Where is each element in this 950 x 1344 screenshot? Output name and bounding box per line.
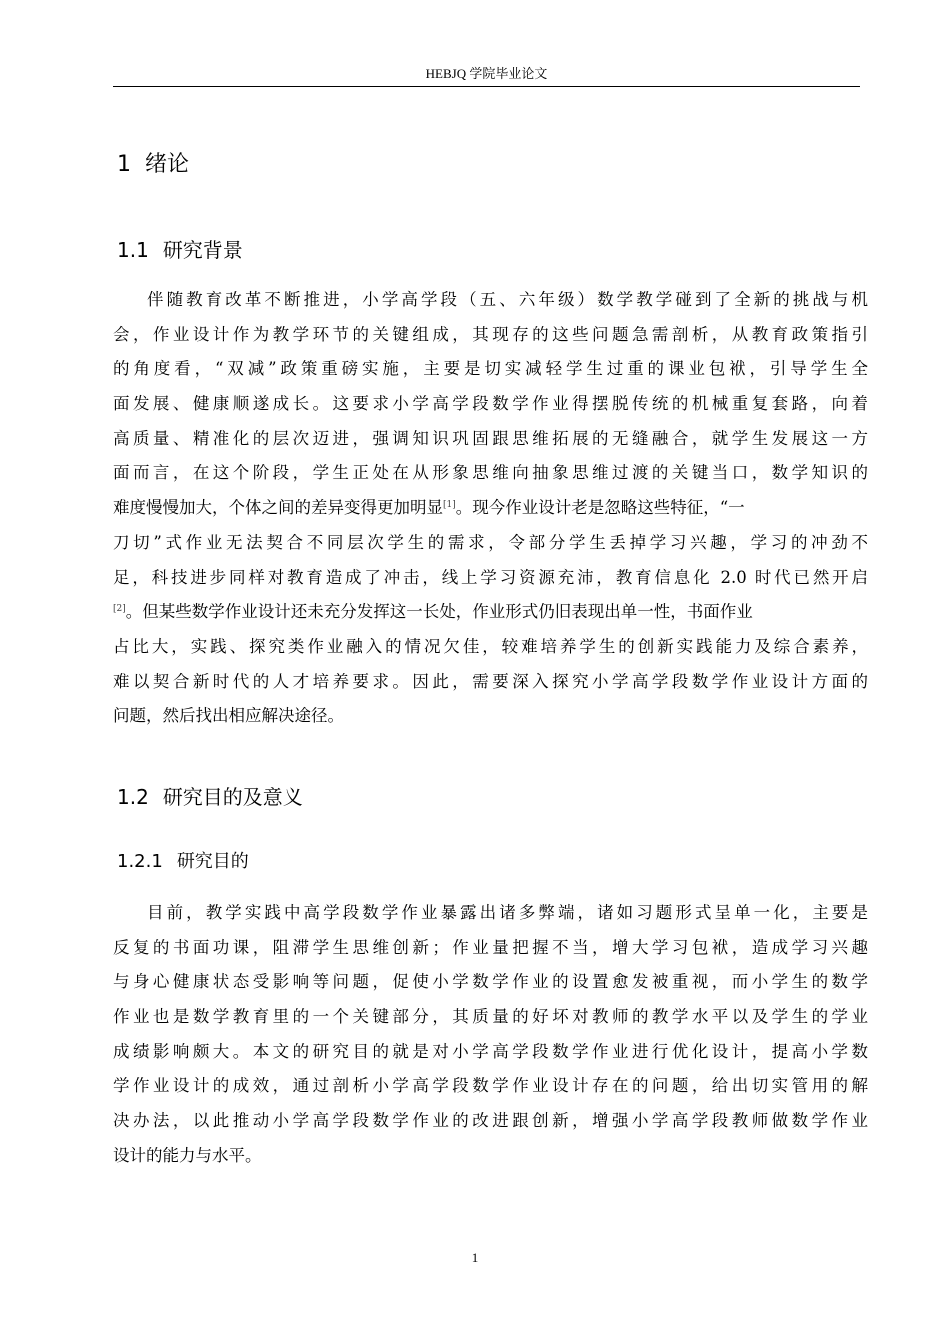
paragraph-line: 难以契合新时代的人才培养要求。因此，需要深入探究小学高学段数学作业设计方面的	[113, 671, 868, 691]
page-number: 1	[471, 1250, 479, 1265]
paragraph-line: 作业也是数学教育里的一个关键部分，其质量的好坏对教师的教学水平以及学生的学业	[113, 1007, 868, 1027]
paragraph-line: 占比大，实践、探究类作业融入的情况欠佳，较难培养学生的创新实践能力及综合素养，	[113, 636, 868, 656]
paragraph-line: 高质量、精准化的层次迈进，强调知识巩固跟思维拓展的无缝融合，就学生发展这一方	[113, 428, 868, 448]
chapter-title: 绪论	[145, 152, 190, 177]
paragraph-line: 足，科技进步同样对教育造成了冲击，线上学习资源充沛，教育信息化 2.0 时代已然开启	[113, 567, 868, 587]
subsection-number: 1.2.1	[117, 851, 163, 872]
chapter-heading	[117, 150, 189, 180]
section-heading-1-1	[117, 236, 243, 264]
line-text: 。但某些数学作业设计还未充分发挥这一长处，作业形式仍旧表现出单一性，书面作业	[125, 602, 753, 622]
paragraph-line: 面而言，在这个阶段，学生正处在从形象思维向抽象思维过渡的关键当口，数学知识的	[113, 463, 868, 483]
section-heading-1-2	[117, 783, 303, 811]
purpose-paragraph	[113, 896, 868, 1174]
page-header: HEBJQ 学院毕业论文	[425, 66, 548, 81]
paragraph-line	[113, 491, 868, 526]
header-rule	[113, 86, 860, 87]
paragraph-line: 问题，然后找出相应解决途径。	[113, 706, 344, 726]
line-text: 难度慢慢加大，个体之间的差异变得更加明显	[113, 498, 443, 518]
paragraph-line: 设计的能力与水平。	[113, 1145, 262, 1165]
paragraph-line: 会，作业设计作为教学环节的关键组成，其现存的这些问题急需剖析，从教育政策指引	[113, 324, 868, 344]
paragraph-line: 面发展、健康顺遂成长。这要求小学高学段数学作业得摆脱传统的机械重复套路，向着	[113, 394, 868, 414]
subsection-heading-1-2-1	[117, 849, 249, 875]
line-text: 。现今作业设计老是忽略这些特征，“一	[455, 498, 745, 518]
paragraph-line: 与身心健康状态受影响等问题，促使小学数学作业的设置愈发被重视，而小学生的数学	[113, 972, 868, 992]
section-number: 1.1	[117, 238, 149, 262]
background-paragraph	[113, 283, 868, 734]
paragraph-line: 伴随教育改革不断推进，小学高学段（五、六年级）数学教学碰到了全新的挑战与机	[147, 290, 868, 309]
paragraph-line: 决办法，以此推动小学高学段数学作业的改进跟创新，增强小学高学段教师做数学作业	[113, 1111, 868, 1131]
section-number: 1.2	[117, 785, 149, 809]
paragraph-line: 反复的书面功课，阻滞学生思维创新；作业量把握不当，增大学习包袱，造成学习兴趣	[113, 937, 868, 957]
paragraph-line: 目前，教学实践中高学段数学作业暴露出诸多弊端，诸如习题形式呈单一化，主要是	[147, 903, 868, 922]
citation-ref[interactable]: [1]	[443, 500, 456, 511]
citation-ref[interactable]: [2]	[113, 604, 126, 615]
section-title: 研究目的及意义	[162, 785, 303, 809]
paragraph-line: 刀切”式作业无法契合不同层次学生的需求，令部分学生丢掉学习兴趣，学习的冲劲不	[113, 532, 868, 552]
paragraph-line: 学作业设计的成效，通过剖析小学高学段数学作业设计存在的问题，给出切实管用的解	[113, 1076, 868, 1096]
subsection-title: 研究目的	[176, 851, 249, 872]
paragraph-line	[113, 595, 868, 630]
section-title: 研究背景	[162, 238, 243, 262]
paragraph-line: 成绩影响颇大。本文的研究目的就是对小学高学段数学作业进行优化设计，提高小学数	[113, 1041, 868, 1061]
paragraph-line: 的角度看，“双减”政策重磅实施，主要是切实减轻学生过重的课业包袱，引导学生全	[113, 359, 868, 379]
chapter-number: 1	[117, 152, 131, 177]
